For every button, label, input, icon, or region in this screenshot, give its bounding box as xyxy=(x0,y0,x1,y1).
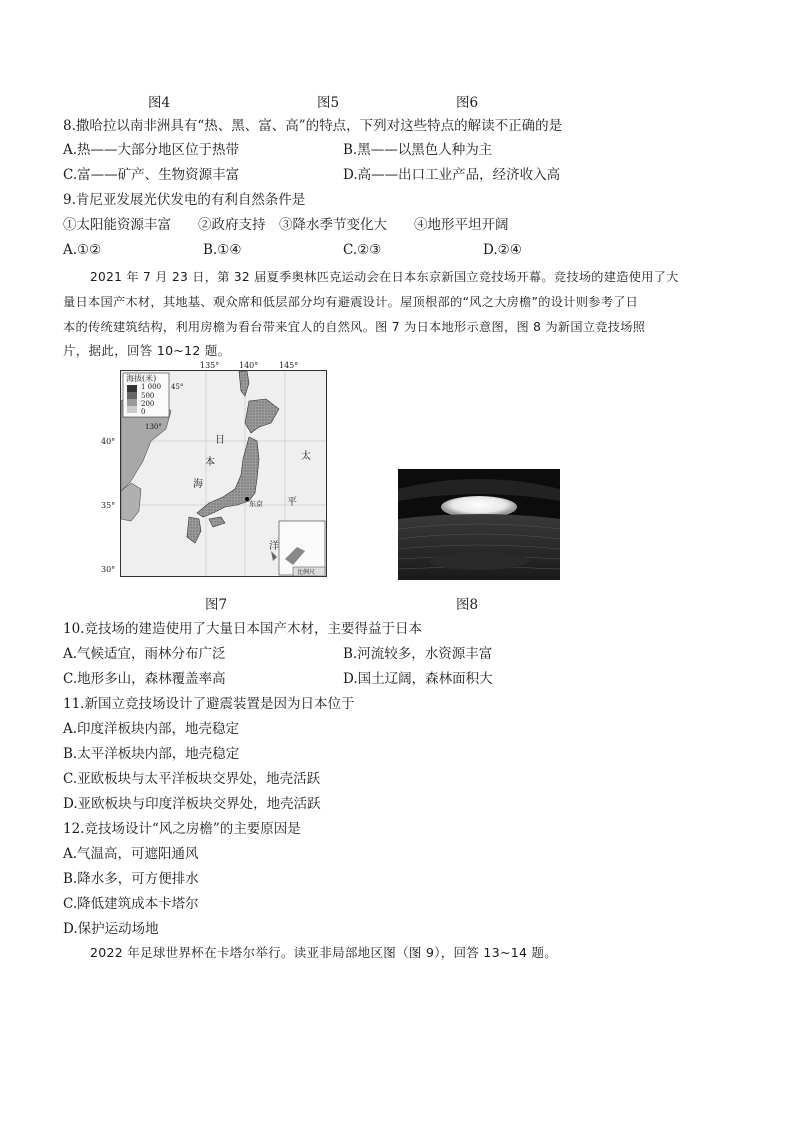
question-8-stem: 8.撒哈拉以南非洲具有“热、黑、富、高”的特点，下列对这些特点的解读不正确的是 xyxy=(63,118,563,134)
question-12-option-b: B.降水多，可方便排水 xyxy=(63,871,199,887)
map-lon-140-label: 140° xyxy=(239,361,259,370)
passage-1-line-2: 量日本国产木材，其地基、观众席和低层部分均有避震设计。屋顶根部的“风之大房檐”的设计则参考了日 xyxy=(63,295,639,309)
question-9-option-b: B.①④ xyxy=(203,242,242,258)
map-legend-0: 0 xyxy=(141,408,146,416)
question-8-option-b: B.黑——以黑色人种为主 xyxy=(343,142,493,158)
figure-8-caption: 图8 xyxy=(456,597,479,613)
question-10-option-d: D.国土辽阔，森林面积大 xyxy=(343,671,493,687)
question-11-stem: 11.新国立竞技场设计了避震装置是因为日本位于 xyxy=(63,696,355,712)
question-12-stem: 12.竞技场设计“风之房檐”的主要原因是 xyxy=(63,821,301,837)
map-lon-145-label: 145° xyxy=(279,361,299,370)
question-12-option-c: C.降低建筑成本卡塔尔 xyxy=(63,896,199,912)
figure-6-caption: 图6 xyxy=(456,95,479,111)
map-lon-130-label: 130° xyxy=(145,423,162,431)
ocean-label-char-2: 平 xyxy=(287,497,297,508)
figure-7-caption: 图7 xyxy=(205,597,228,613)
question-9-option-d: D.②④ xyxy=(483,242,522,258)
map-lon-135-label: 135° xyxy=(200,361,220,370)
question-8-option-c: C.富——矿产、生物资源丰富 xyxy=(63,167,240,183)
stadium-photo-graphic xyxy=(398,469,560,580)
passage-1-line-4: 片，据此，回答 10~12 题。 xyxy=(63,343,231,358)
figure-4-caption: 图4 xyxy=(148,95,171,111)
map-scale-label: 比例尺 xyxy=(297,569,316,576)
figure-5-caption: 图5 xyxy=(317,95,340,111)
sea-label-char-2: 本 xyxy=(205,457,215,468)
question-9-items: ①太阳能资源丰富 ②政府支持 ③降水季节变化大 ④地形平坦开阔 xyxy=(63,217,509,233)
question-8-option-a: A.热——大部分地区位于热带 xyxy=(63,142,240,158)
question-11-option-b: B.太平洋板块内部，地壳稳定 xyxy=(63,746,240,762)
map-lat-40-label: 40° xyxy=(101,437,116,446)
question-12-option-a: A.气温高，可遮阳通风 xyxy=(63,846,199,862)
question-10-option-b: B.河流较多，水资源丰富 xyxy=(343,646,493,662)
ocean-label-char-1: 太 xyxy=(301,451,311,462)
map-legend-500: 500 xyxy=(141,392,155,400)
ocean-label-char-3: 洋 xyxy=(269,541,279,552)
question-9-stem: 9.肯尼亚发展光伏发电的有利自然条件是 xyxy=(63,192,306,208)
japan-terrain-map xyxy=(120,370,327,577)
question-10-option-a: A.气候适宜，雨林分布广泛 xyxy=(63,646,226,662)
question-12-option-d: D.保护运动场地 xyxy=(63,921,159,937)
question-11-option-d: D.亚欧板块与印度洋板块交界处，地壳活跃 xyxy=(63,796,321,812)
map-legend-200: 200 xyxy=(141,400,155,408)
stadium-photo xyxy=(398,469,560,580)
map-lat-45-label: 45° xyxy=(171,383,184,391)
passage-1-line-1: 2021 年 7 月 23 日，第 32 届夏季奥林匹克运动会在日本东京新国立竞技场开幕。竞技场的建造使用了大 xyxy=(90,270,679,284)
question-11-option-c: C.亚欧板块与太平洋板块交界处，地壳活跃 xyxy=(63,771,321,787)
map-lat-35-label: 35° xyxy=(101,501,116,510)
sea-label-char-1: 日 xyxy=(215,435,225,446)
tokyo-label: 东京 xyxy=(249,500,263,508)
question-9-option-c: C.②③ xyxy=(343,242,382,258)
question-10-stem: 10.竞技场的建造使用了大量日本国产木材，主要得益于日本 xyxy=(63,621,422,637)
passage-2: 2022 年足球世界杯在卡塔尔举行。读亚非局部地区图（图 9），回答 13~14 题。 xyxy=(90,945,558,960)
question-8-option-d: D.高——出口工业产品，经济收入高 xyxy=(343,167,561,183)
sea-label-char-3: 海 xyxy=(193,479,203,490)
question-11-option-a: A.印度洋板块内部，地壳稳定 xyxy=(63,721,240,737)
map-legend-1000: 1 000 xyxy=(141,383,162,391)
question-9-option-a: A.①② xyxy=(63,242,102,258)
passage-1-line-3: 本的传统建筑结构，利用房檐为看台带来宜人的自然风。图 7 为日本地形示意图，图 8 为新国立竞技场照 xyxy=(63,320,646,334)
map-lat-30-label: 30° xyxy=(101,565,116,574)
map-legend-title: 海拔(米) xyxy=(126,374,157,383)
question-10-option-c: C.地形多山，森林覆盖率高 xyxy=(63,671,226,687)
